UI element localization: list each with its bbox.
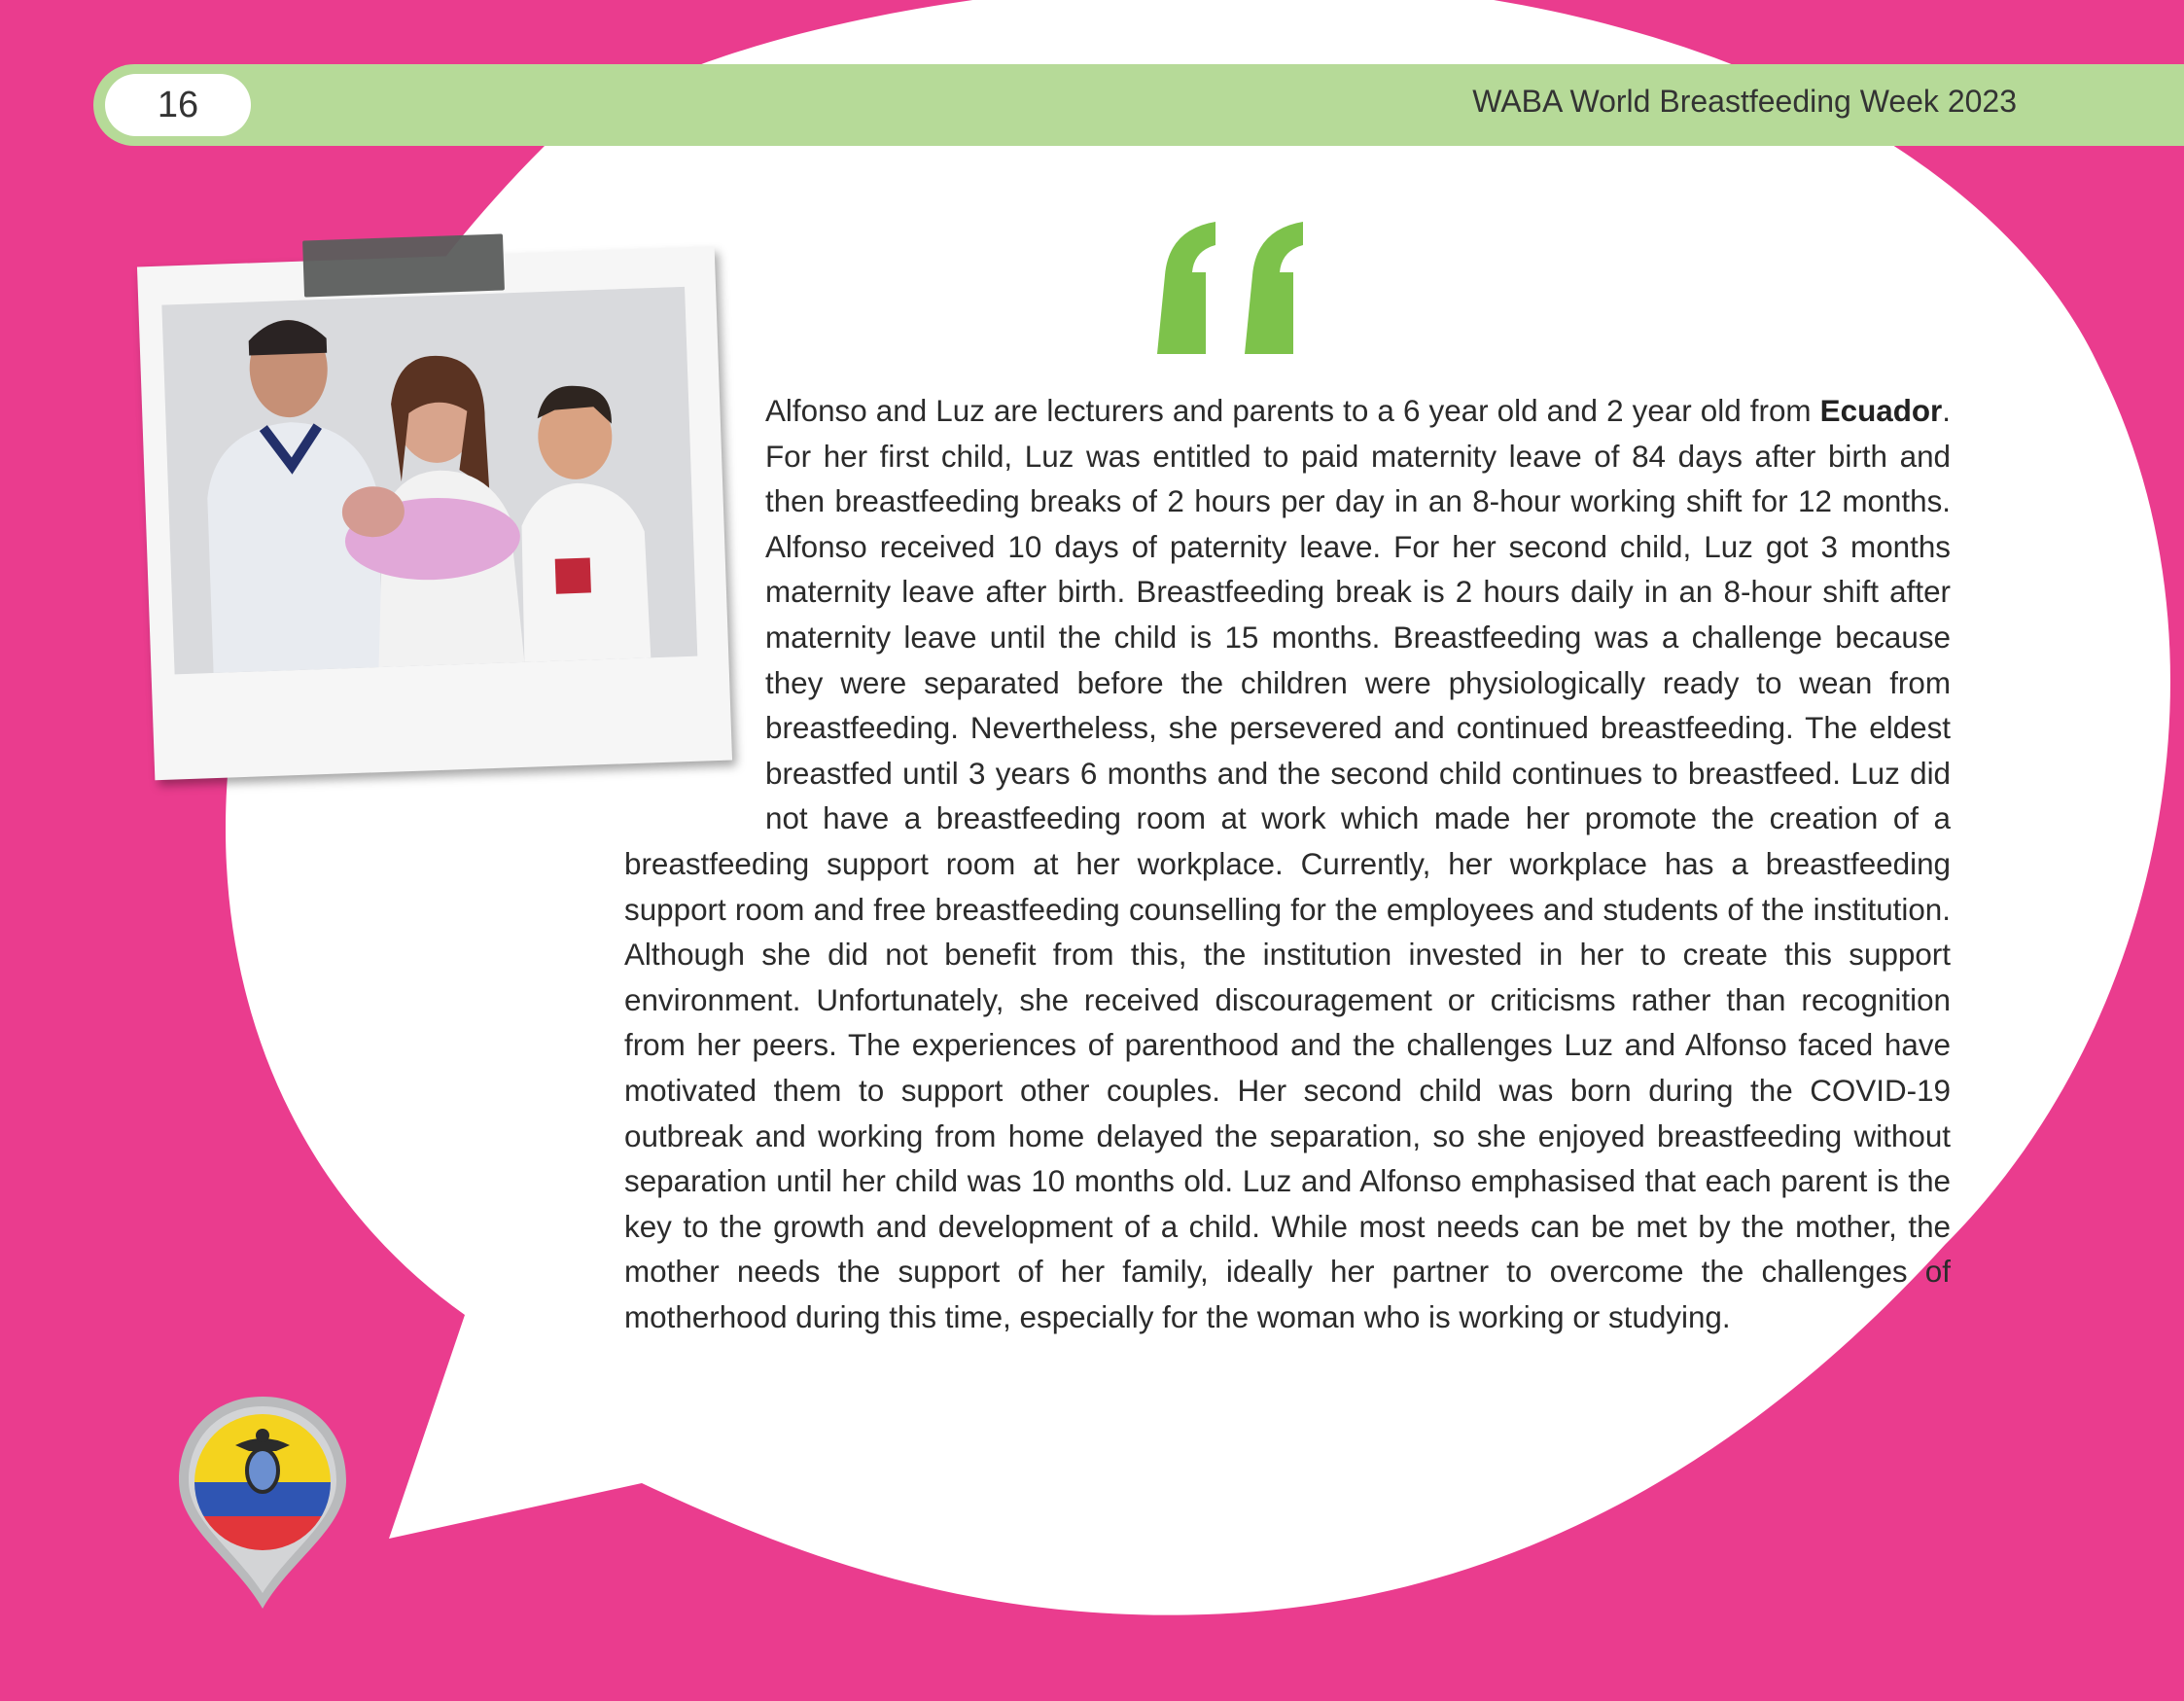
publication-title: WABA World Breastfeeding Week 2023 — [1472, 84, 2017, 119]
quote-open-icon — [1147, 222, 1313, 356]
page-number: 16 — [105, 74, 251, 136]
story-country: Ecuador — [1819, 394, 1943, 428]
photo-wrap-spacer — [624, 389, 765, 797]
ecuador-flag-pin-icon — [175, 1393, 350, 1612]
story-intro: Alfonso and Luz are lecturers and parents to a 6 year old and 2 year old from — [765, 394, 1820, 428]
photo-image — [161, 287, 697, 675]
family-photo-illustration — [161, 287, 697, 675]
story-text — [624, 389, 1951, 1340]
photo-tape — [302, 233, 505, 297]
story-body: . For her first child, Luz was entitled to paid maternity leave of 84 days after birth and then breastfeeding breaks of 2 hours per day in an 8-hour working shift for 12 months. Alfonso received 10 days of paternity leave. For her second child, Luz got 3 months maternity leave after birth. Breastfeeding break is 2 hours daily in an 8-hour shift after maternity leave until the child is 15 months. Breastfeeding was a challenge because they were separated before the children were physiologically ready to wean from breastfeeding. Nevertheless, she persevered and continued breastfeeding. The eldest breastfed until 3 years 6 months and the second child continues to breastfeed. Luz did not have a breastfeeding room at work which made her promote the creation of a breastfeeding support room at her workplace. Currently, her workplace has a breastfeeding support room and free breastfeeding counselling for the employees and students of the institution. Although she did not benefit from this, the institution invested in her to create this support environment. Unfortunately, she received discouragement or criticisms rather than recognition from her peers. The experiences of parenthood and the challenges Luz and Alfonso faced have motivated them to support other couples. Her second child was born during the COVID-19 outbreak and working from home delayed the separation, so she enjoyed breastfeeding without separation until her child was 10 months old. Luz and Alfonso emphasised that each parent is the key to the growth and development of a child. While most needs can be met by the mother, the mother needs the support of her family, ideally her partner to overcome the challenges of motherhood during this time, especially for the woman who is working or studying. — [624, 394, 1951, 1334]
